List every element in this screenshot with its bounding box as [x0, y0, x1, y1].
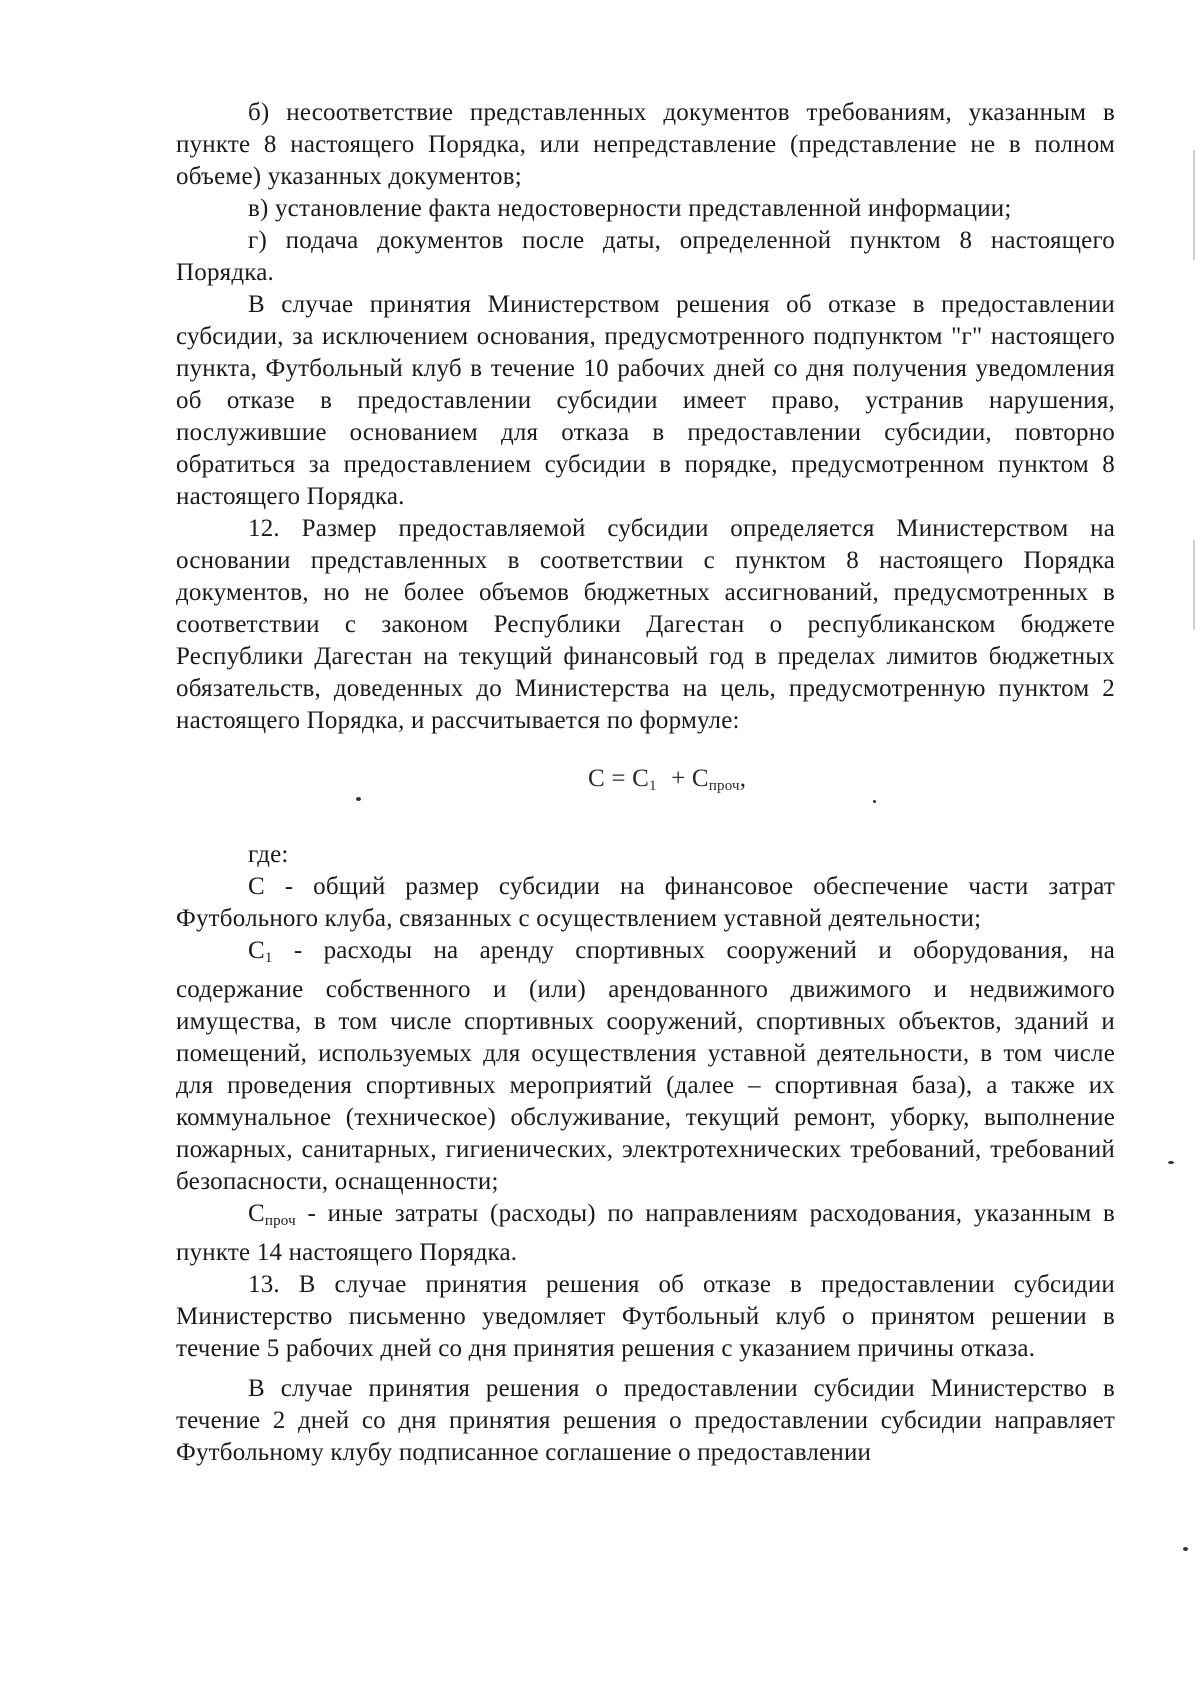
paragraph-refusal: В случае принятия Министерством решения об отказе в предоставлении субсидии, за исключением основания, предусмотренного подпунктом "г" настоящего пункта, Футбольный клуб в течение 10 рабочих дней со дня получения уведомления об отказе в предоставлении субсидии имеет право, устранив нарушения, послужившие основанием для отказа в предоставлении субсидии, повторно обратиться за предоставлением субсидии в порядке, предусмотренном пунктом 8 настоящего Порядка.: [176, 291, 1115, 510]
formula-term1-sub: 1: [648, 778, 657, 794]
paragraph-v: в) установление факта недостоверности представленной информации;: [248, 195, 1012, 222]
scan-edge-line: [1193, 540, 1195, 630]
formula-term2: С: [691, 765, 709, 792]
formula-term2-sub: проч: [708, 778, 740, 794]
paragraph-g: г) подача документов после даты, определенной пунктом 8 настоящего Порядка.: [176, 227, 1115, 286]
document-body: [176, 97, 1115, 1469]
c1-text: - расходы на аренду спортивных сооружений и оборудования, на содержание собственного и (или) арендованного движимого и недвижимого имущества, в том числе спортивных сооружений, спортивных объектов, зданий и помещений, используемых для осуществления уставной деятельности, в том числе для проведения спортивных мероприятий (далее – спортивная база), а также их коммунальное (техническое) обслуживание, текущий ремонт, уборку, выполнение пожарных, санитарных, гигиенических, электротехнических требований, требований безопасности, оснащенности;: [176, 937, 1115, 1195]
formula-term1: С: [632, 765, 649, 792]
c1-symbol: С: [248, 937, 265, 964]
formula-block: [176, 737, 1115, 795]
cproch-sub: проч: [264, 1213, 296, 1229]
paragraph-13: 13. В случае принятия решения об отказе в предоставлении субсидии Министерство письменно уведомляет Футбольный клуб о принятом решении в течение 5 рабочих дней со дня принятия решения с указанием причины отказа.: [176, 1271, 1115, 1362]
formula-lhs: С: [588, 765, 605, 792]
paragraph-12: 12. Размер предоставляемой субсидии определяется Министерством на основании представленных в соответствии с пунктом 8 настоящего Порядка документов, но не более объемов бюджетных ассигнований, предусмотренных в соответствии с законом Республики Дагестан о республиканском бюджете Республики Дагестан на текущий финансовый год в пределах лимитов бюджетных обязательств, доведенных до Министерства на цель, предусмотренную пунктом 2 настоящего Порядка, и рассчитывается по формуле:: [176, 515, 1115, 734]
formula: [588, 763, 746, 802]
formula-plus: +: [671, 765, 686, 792]
definition-cproch: [176, 1198, 1115, 1269]
paragraph-b: б) несоответствие представленных документов требованиям, указанным в пункте 8 настоящего Порядка, или непредставление (представление не в полном объеме) указанных документов;: [176, 99, 1115, 190]
c1-sub: 1: [264, 950, 273, 966]
cproch-text: - иные затраты (расходы) по направлениям расходования, указанным в пункте 14 настоящего Порядка.: [176, 1200, 1115, 1266]
scan-speck: [1168, 1161, 1174, 1164]
scan-speck: [1183, 1547, 1188, 1551]
scan-edge-line: [1193, 150, 1195, 260]
definition-c: С - общий размер субсидии на финансовое обеспечение части затрат Футбольного клуба, связанных с осуществлением уставной деятельности;: [176, 873, 1115, 932]
formula-tail: ,: [739, 765, 747, 792]
paragraph-grant-decision: В случае принятия решения о предоставлении субсидии Министерство в течение 2 дней со дня принятия решения о предоставлении субсидии направляет Футбольному клубу подписанное соглашение о предоставлении: [176, 1375, 1115, 1466]
formula-eq: =: [611, 765, 626, 792]
where-label: где:: [248, 841, 289, 868]
cproch-symbol: С: [248, 1200, 265, 1227]
definition-c1: [176, 935, 1115, 1198]
